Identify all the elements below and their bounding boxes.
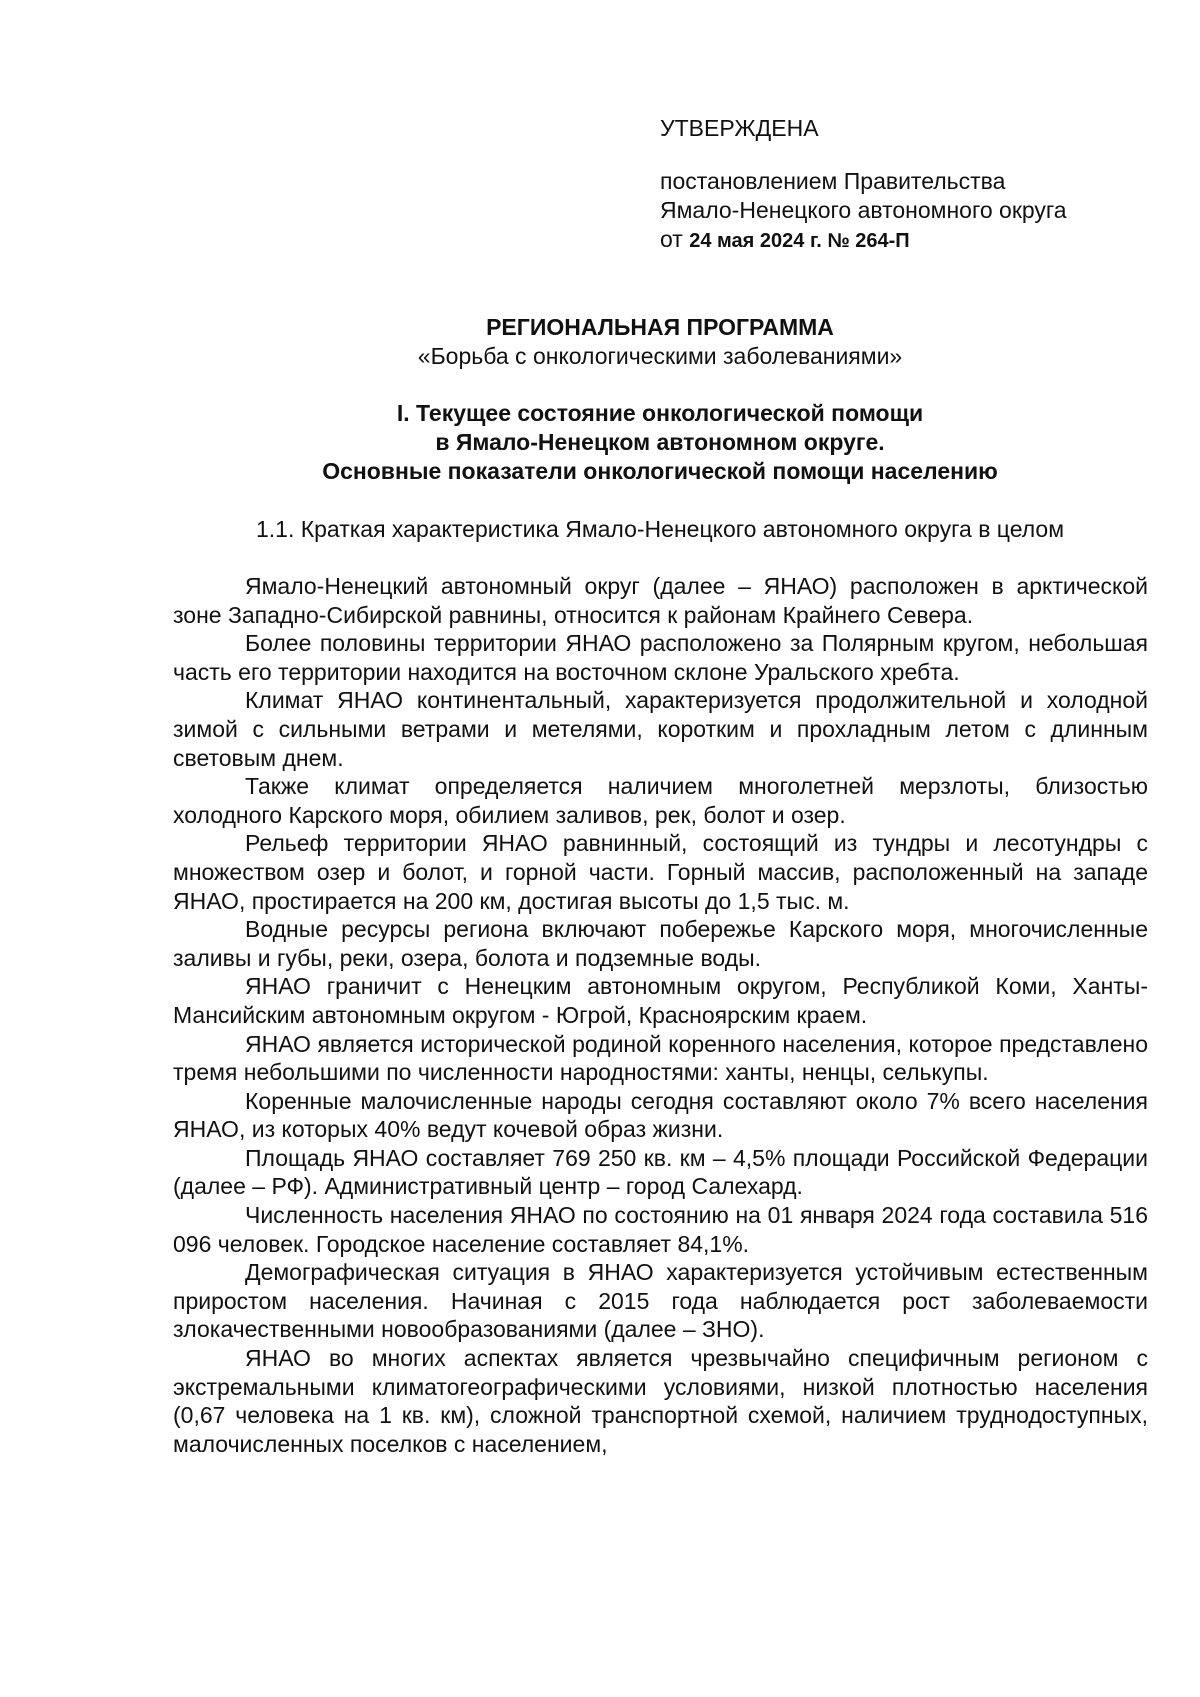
paragraph: Коренные малочисленные народы сегодня составляют около 7% всего населения ЯНАО, из которых 40% ведут кочевой образ жизни. <box>173 1087 1148 1143</box>
section-heading <box>170 399 1150 486</box>
paragraph: ЯНАО граничит с Ненецким автономным округом, Республикой Коми, Ханты-Мансийским автономным округом - Югрой, Красноярским краем. <box>173 973 1148 1028</box>
section-heading-line-1: I. Текущее состояние онкологической помощи <box>396 400 924 426</box>
paragraph: Климат ЯНАО континентальный, характеризуется продолжительной и холодной зимой с сильными ветрами и метелями, коротким и прохладным летом с длинным световым днем. <box>173 687 1148 771</box>
section-heading-line-3: Основные показатели онкологической помощи населению <box>322 458 998 484</box>
paragraph: Водные ресурсы региона включают побережье Карского моря, многочисленные заливы и губы, реки, озера, болота и подземные воды. <box>173 916 1148 971</box>
section-heading-line-2: в Ямало-Ненецком автономном округе. <box>435 429 885 455</box>
date-prefix: от <box>660 226 683 252</box>
paragraph: Также климат определяется наличием многолетней мерзлоты, близостью холодного Карского моря, обилием заливов, рек, болот и озер. <box>173 773 1148 828</box>
paragraph: ЯНАО во многих аспектах является чрезвычайно специфичным регионом с экстремальными климатогеографическими условиями, низкой плотностью населения (0,67 человека на 1 кв. км), сложной транспортной схемой, наличием труднодоступных, малочисленных поселков с населением, <box>173 1345 1148 1457</box>
paragraph: Ямало-Ненецкий автономный округ (далее – ЯНАО) расположен в арктической зоне Западно-Сибирской равнины, относится к районам Крайнего Севера. <box>173 573 1148 628</box>
approval-stamp <box>660 114 1140 256</box>
approval-line-2: Ямало-Ненецкого автономного округа <box>660 197 1067 223</box>
program-title: РЕГИОНАЛЬНАЯ ПРОГРАММА <box>486 314 834 340</box>
paragraph: Рельеф территории ЯНАО равнинный, состоящий из тундры и лесотундры с множеством озер и болот, и горной части. Горный массив, расположенный на западе ЯНАО, простирается на 200 км, достигая высоты до 1,5 тыс. м. <box>173 830 1148 914</box>
approved-label: УТВЕРЖДЕНА <box>660 115 819 141</box>
approval-line-1: постановлением Правительства <box>660 168 1006 194</box>
paragraph: Численность населения ЯНАО по состоянию на 01 января 2024 года составила 516 096 человек. Городское население составляет 84,1%. <box>173 1202 1148 1257</box>
approval-date-line <box>660 225 1140 256</box>
program-title-block <box>170 313 1150 371</box>
body-text <box>173 572 1148 1458</box>
program-subtitle: «Борьба с онкологическими заболеваниями» <box>417 343 903 369</box>
paragraph: Демографическая ситуация в ЯНАО характеризуется устойчивым естественным приростом населения. Начиная с 2015 года наблюдается рост заболеваемости злокачественными новообразованиями (далее – ЗНО). <box>173 1259 1148 1343</box>
paragraph: Более половины территории ЯНАО расположено за Полярным кругом, небольшая часть его территории находится на восточном склоне Уральского хребта. <box>173 630 1148 685</box>
subsection-heading: 1.1. Краткая характеристика Ямало-Ненецкого автономного округа в целом <box>255 516 1065 542</box>
paragraph: Площадь ЯНАО составляет 769 250 кв. км – 4,5% площади Российской Федерации (далее – РФ). Административный центр – город Салехард. <box>173 1144 1148 1200</box>
decree-date-number: 24 мая 2024 г. № 264-П <box>689 230 910 252</box>
paragraph: ЯНАО является исторической родиной коренного населения, которое представлено тремя небольшими по численности народностями: ханты, ненцы, селькупы. <box>173 1030 1148 1086</box>
